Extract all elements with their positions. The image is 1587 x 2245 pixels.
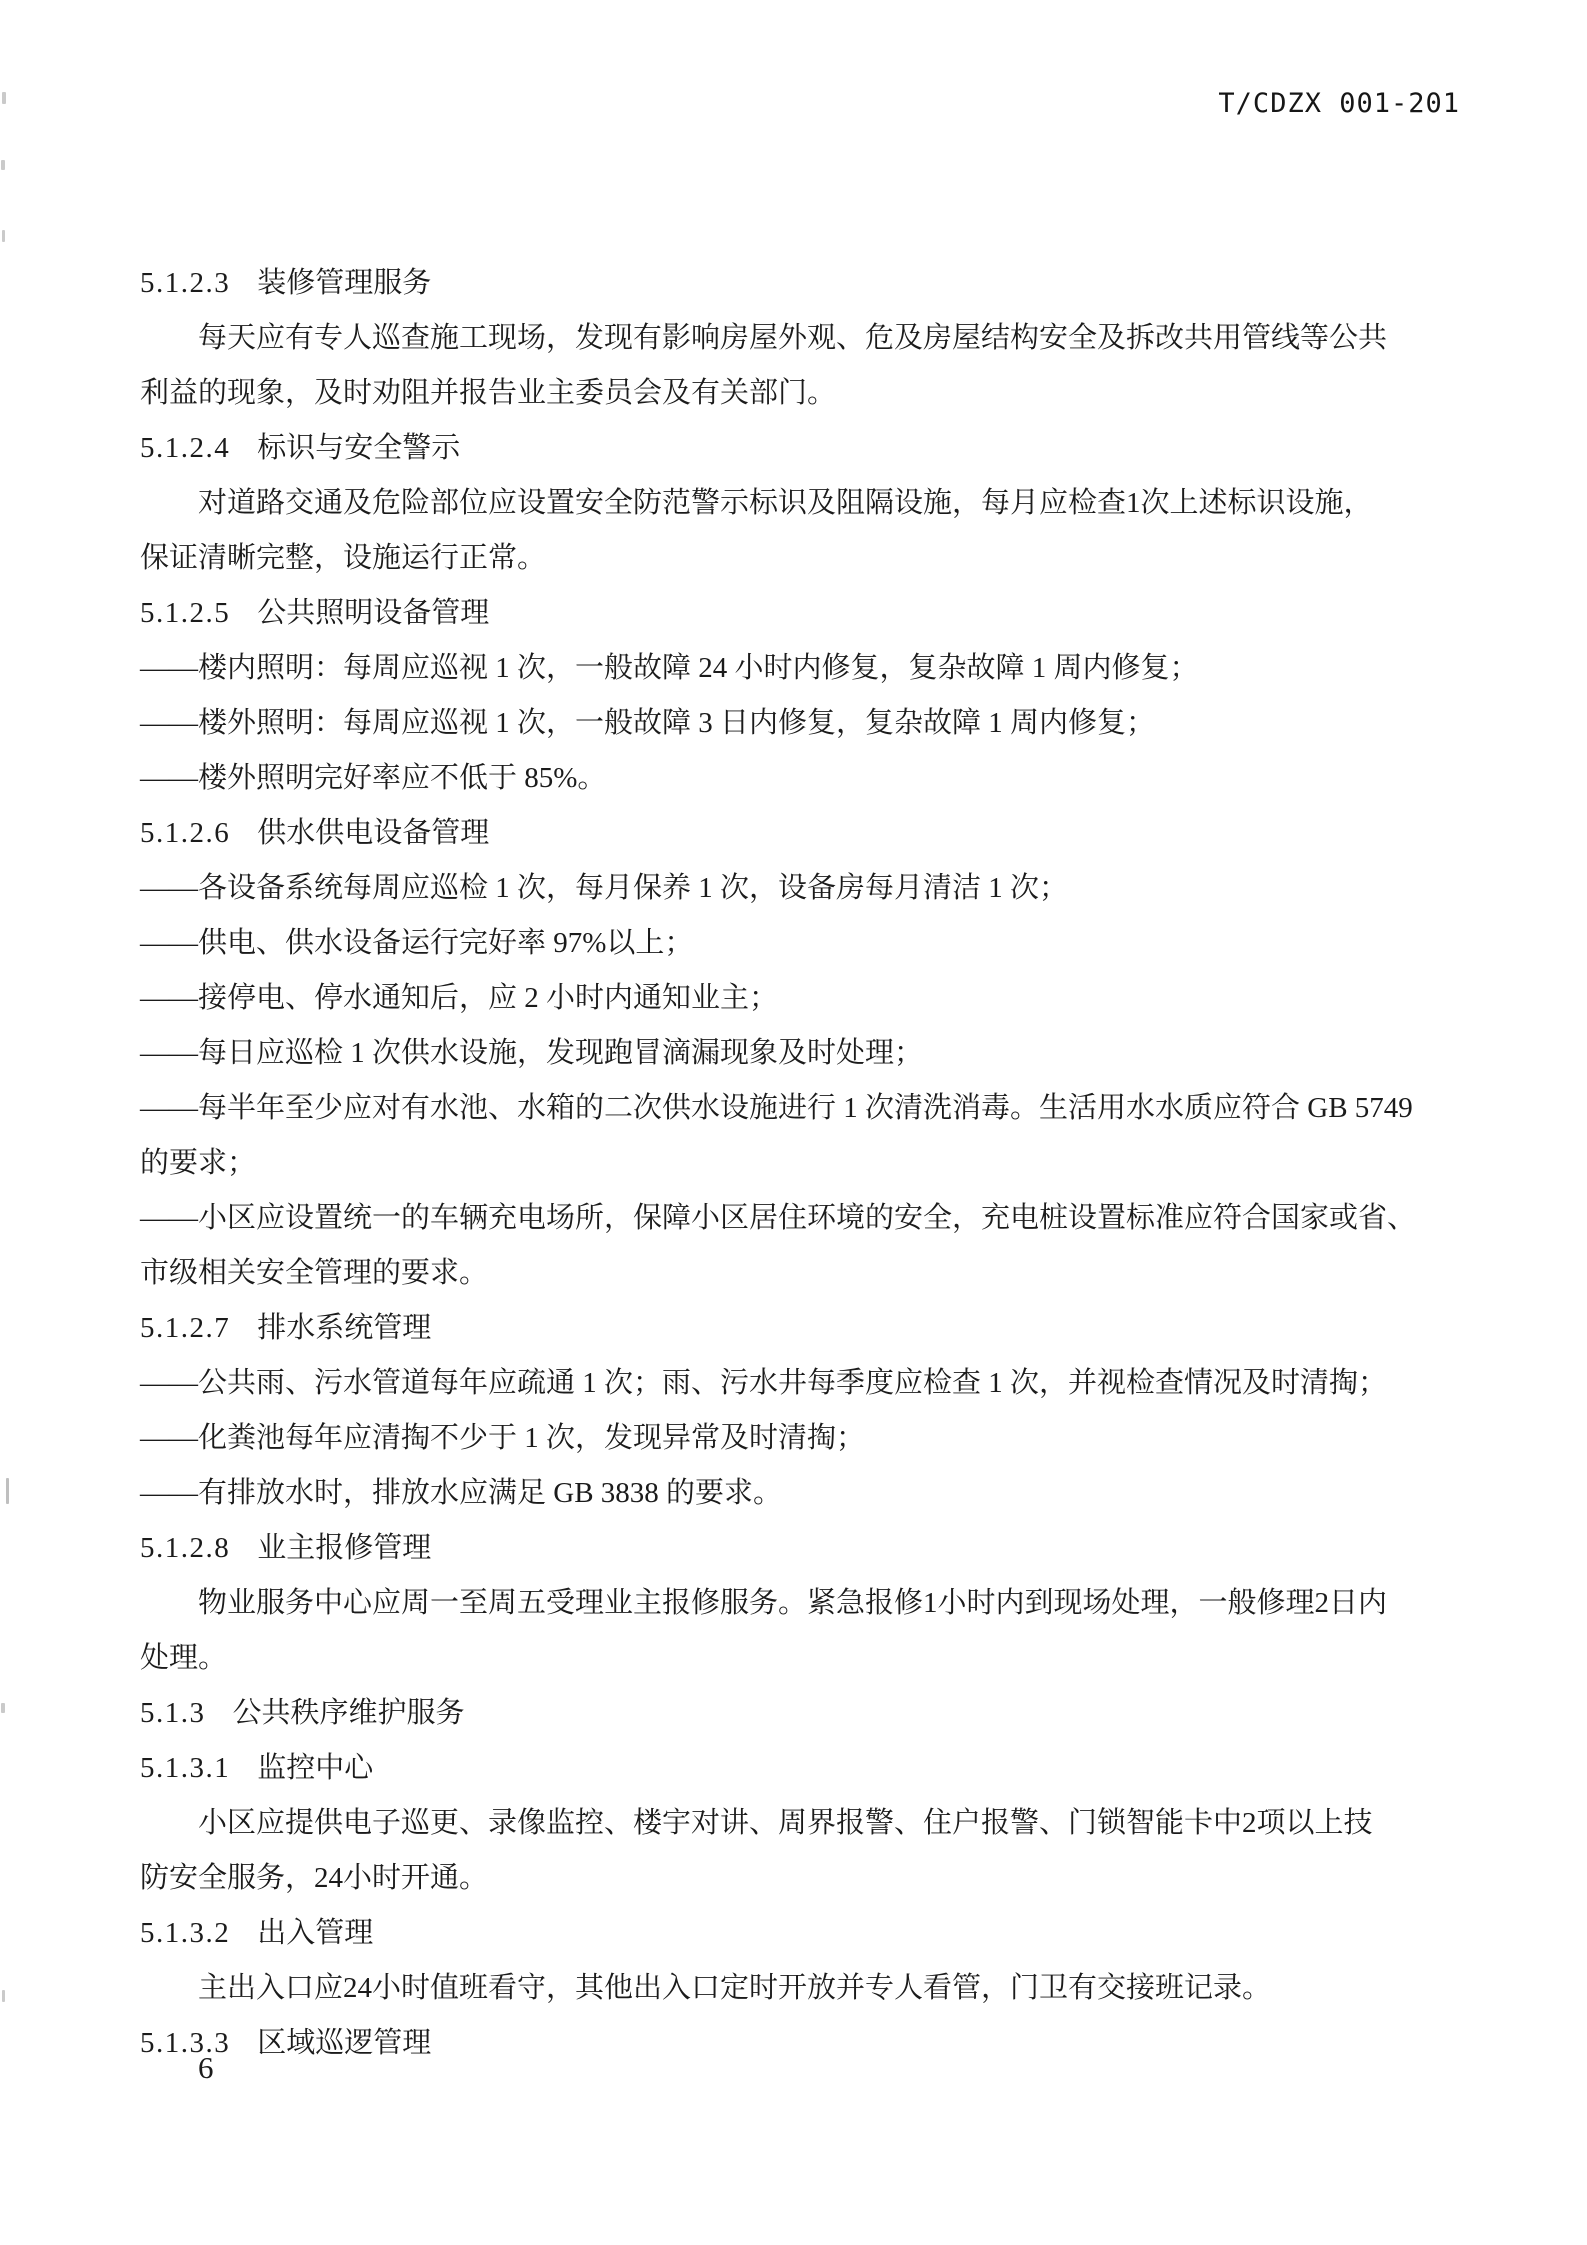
paragraph-line: 处理。 bbox=[140, 1642, 228, 1674]
section-number: 5.1.2.6 bbox=[140, 817, 231, 849]
section-heading-5-1-3 bbox=[140, 1686, 1470, 1741]
scan-artifact bbox=[1, 160, 5, 170]
page-number: 6 bbox=[198, 2050, 214, 2085]
dash-item-line: ——楼外照明完好率应不低于 85%。 bbox=[140, 762, 607, 794]
dash-item-line: ——各设备系统每周应巡检 1 次，每月保养 1 次，设备房每月清洁 1 次； bbox=[140, 872, 1069, 904]
section-number: 5.1.2.4 bbox=[140, 432, 231, 464]
section-heading-5-1-2-3 bbox=[140, 256, 1470, 311]
section-heading-5-1-3-3 bbox=[140, 2016, 1470, 2071]
scan-artifact bbox=[2, 92, 6, 104]
paragraph-line: 利益的现象，及时劝阻并报告业主委员会及有关部门。 bbox=[140, 377, 837, 409]
section-heading-5-1-2-8 bbox=[140, 1521, 1470, 1576]
dash-item-line: ——有排放水时，排放水应满足 GB 3838 的要求。 bbox=[140, 1477, 783, 1509]
section-heading-5-1-3-2 bbox=[140, 1906, 1470, 1961]
section-title: 监控中心 bbox=[257, 1752, 374, 1784]
paragraph-line: 对道路交通及危险部位应设置安全防范警示标识及阻隔设施，每月应检查1次上述标识设施， bbox=[198, 487, 1373, 519]
section-number: 5.1.2.8 bbox=[140, 1532, 231, 1564]
dash-item-line: ——楼外照明：每周应巡视 1 次，一般故障 3 日内修复，复杂故障 1 周内修复； bbox=[140, 707, 1156, 739]
dash-item-line: ——接停电、停水通知后，应 2 小时内通知业主； bbox=[140, 982, 779, 1014]
dash-item-line: ——每半年至少应对有水池、水箱的二次供水设施进行 1 次清洗消毒。生活用水水质应符合 GB 5749 bbox=[140, 1092, 1413, 1124]
dash-item-line: ——每日应巡检 1 次供水设施，发现跑冒滴漏现象及时处理； bbox=[140, 1037, 924, 1069]
scan-artifact bbox=[2, 230, 5, 242]
standard-number-header: T/CDZX 001-201 bbox=[1218, 88, 1460, 119]
section-title: 业主报修管理 bbox=[257, 1532, 432, 1564]
paragraph-line: 防安全服务，24小时开通。 bbox=[140, 1862, 489, 1894]
section-title: 公共照明设备管理 bbox=[257, 597, 490, 629]
scan-artifact bbox=[6, 1478, 9, 1504]
section-title: 标识与安全警示 bbox=[257, 432, 461, 464]
section-title: 区域巡逻管理 bbox=[257, 2027, 432, 2059]
section-heading-5-1-3-1 bbox=[140, 1741, 1470, 1796]
paragraph-line: 小区应提供电子巡更、录像监控、楼宇对讲、周界报警、住户报警、门锁智能卡中2项以上技 bbox=[198, 1807, 1373, 1839]
section-title: 供水供电设备管理 bbox=[257, 817, 490, 849]
dash-item-line: ——公共雨、污水管道每年应疏通 1 次；雨、污水井每季度应检查 1 次，并视检查情况及时清掏； bbox=[140, 1367, 1388, 1399]
section-title: 出入管理 bbox=[257, 1917, 374, 1949]
paragraph-line: 每天应有专人巡查施工现场，发现有影响房屋外观、危及房屋结构安全及拆改共用管线等公共 bbox=[198, 322, 1388, 354]
section-heading-5-1-2-5 bbox=[140, 586, 1470, 641]
section-number: 5.1.3 bbox=[140, 1697, 206, 1729]
scan-artifact bbox=[1, 1703, 5, 1713]
paragraph-line: 物业服务中心应周一至周五受理业主报修服务。紧急报修1小时内到现场处理，一般修理2日内 bbox=[198, 1587, 1388, 1619]
section-number: 5.1.2.3 bbox=[140, 267, 231, 299]
scan-artifact bbox=[2, 1990, 5, 2002]
section-number: 5.1.2.5 bbox=[140, 597, 231, 629]
section-title: 装修管理服务 bbox=[257, 267, 432, 299]
section-number: 5.1.3.1 bbox=[140, 1752, 231, 1784]
section-heading-5-1-2-7 bbox=[140, 1301, 1470, 1356]
dash-item-line: ——楼内照明：每周应巡视 1 次，一般故障 24 小时内修复，复杂故障 1 周内修复； bbox=[140, 652, 1199, 684]
section-title: 公共秩序维护服务 bbox=[232, 1697, 465, 1729]
section-number: 5.1.3.2 bbox=[140, 1917, 231, 1949]
paragraph-line: 市级相关安全管理的要求。 bbox=[140, 1257, 489, 1289]
paragraph-line: 主出入口应24小时值班看守，其他出入口定时开放并专人看管，门卫有交接班记录。 bbox=[198, 1972, 1272, 2004]
section-number: 5.1.2.7 bbox=[140, 1312, 231, 1344]
section-title: 排水系统管理 bbox=[257, 1312, 432, 1344]
dash-item-line: ——化粪池每年应清掏不少于 1 次，发现异常及时清掏； bbox=[140, 1422, 866, 1454]
dash-item-line: ——小区应设置统一的车辆充电场所，保障小区居住环境的安全，充电桩设置标准应符合国家或省、 bbox=[140, 1202, 1417, 1234]
paragraph-line: 保证清晰完整，设施运行正常。 bbox=[140, 542, 547, 574]
paragraph-line: 的要求； bbox=[140, 1147, 257, 1179]
section-number: 5.1.3.3 bbox=[140, 2027, 231, 2059]
section-heading-5-1-2-6 bbox=[140, 806, 1470, 861]
section-heading-5-1-2-4 bbox=[140, 421, 1470, 476]
document-body bbox=[140, 256, 1470, 2071]
dash-item-line: ——供电、供水设备运行完好率 97%以上； bbox=[140, 927, 694, 959]
